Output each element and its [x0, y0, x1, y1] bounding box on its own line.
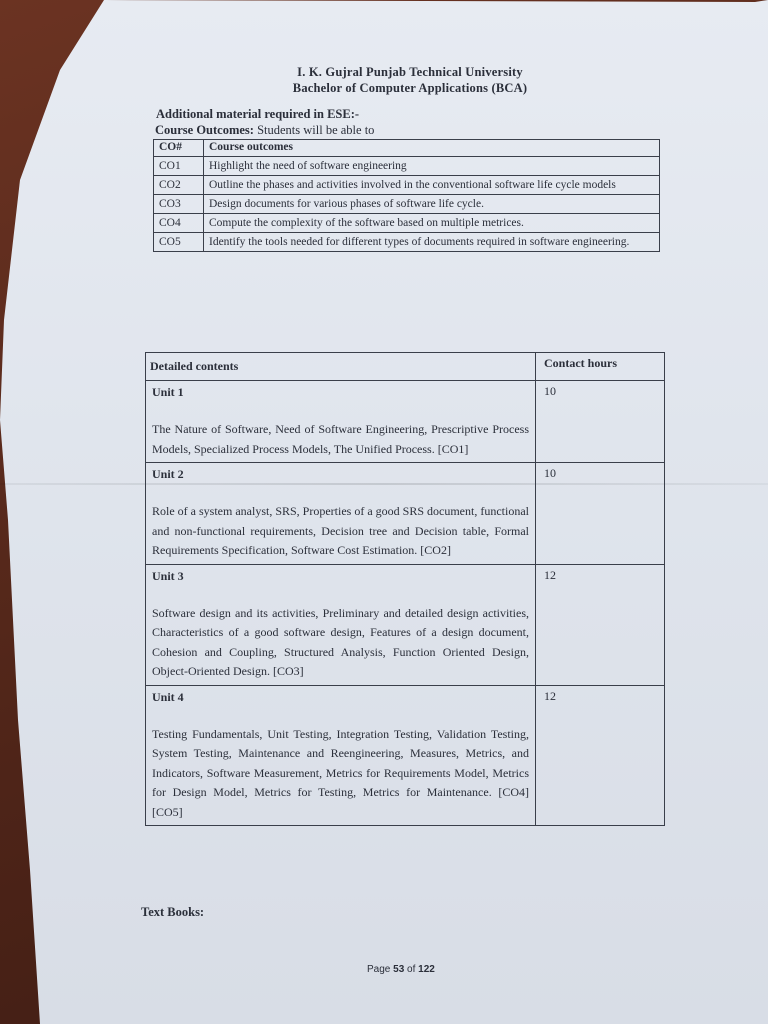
unit-title: Unit 2 — [152, 467, 184, 481]
text-books-heading: Text Books: — [141, 905, 205, 919]
detailed-contents-table — [145, 352, 665, 826]
table-row — [154, 195, 660, 214]
page-prefix: Page — [367, 964, 391, 975]
table-row — [154, 233, 660, 252]
unit-title: Unit 3 — [152, 568, 184, 583]
table-row — [154, 176, 660, 195]
table-row — [146, 685, 665, 826]
unit-cell — [146, 564, 536, 685]
contact-hours-header: Contact hours — [536, 353, 665, 381]
co-code: CO5 — [154, 233, 204, 252]
co-text: Outline the phases and activities involved in the conventional software life cycle models — [204, 176, 660, 195]
additional-material-heading: Additional material required in ESE:- — [156, 107, 360, 121]
unit-hours: 12 — [536, 685, 665, 826]
course-outcomes-heading — [155, 123, 374, 138]
table-row — [146, 381, 665, 463]
course-outcomes-intro: Students will be able to — [257, 123, 375, 137]
co-text-header: Course outcomes — [204, 140, 660, 157]
page-of: of — [407, 964, 416, 975]
unit-cell — [146, 381, 536, 463]
page-number-footer — [367, 964, 435, 975]
co-code: CO2 — [154, 176, 204, 195]
co-code: CO3 — [154, 195, 204, 214]
unit-description: Role of a system analyst, SRS, Properties of a good SRS document, functional and non-functional requirements, Decision tree and Decision table, Formal Requirements Specification, Software Cost Estimation. [CO2] — [152, 504, 529, 557]
co-code: CO1 — [154, 157, 204, 176]
table-header-row — [154, 140, 660, 157]
table-header-row — [146, 353, 665, 381]
co-code-header: CO# — [154, 140, 204, 157]
course-outcomes-table — [153, 139, 660, 252]
unit-title: Unit 4 — [152, 689, 184, 704]
unit-description: The Nature of Software, Need of Software Engineering, Prescriptive Process Models, Specialized Process Models, The Unified Process. [CO1] — [152, 422, 529, 456]
table-row — [146, 463, 665, 565]
table-row — [154, 214, 660, 233]
co-code: CO4 — [154, 214, 204, 233]
unit-hours: 10 — [536, 463, 665, 565]
co-text: Compute the complexity of the software based on multiple metrices. — [204, 214, 660, 233]
unit-description: Software design and its activities, Preliminary and detailed design activities, Characteristics of a good software design, Features of a design document, Cohesion and Coupling, Structured Analysis, Function Oriented Design, Object-Oriented Design. [CO3] — [152, 605, 529, 678]
course-outcomes-label: Course Outcomes: — [155, 123, 254, 137]
table-row — [146, 564, 665, 685]
unit-cell — [146, 463, 536, 565]
co-text: Design documents for various phases of software life cycle. — [204, 195, 660, 214]
page-total: 122 — [418, 964, 435, 975]
program-name: Bachelor of Computer Applications (BCA) — [292, 81, 528, 95]
unit-hours: 10 — [536, 381, 665, 463]
unit-title: Unit 1 — [152, 385, 184, 399]
page-current: 53 — [393, 964, 405, 975]
co-text: Highlight the need of software engineering — [204, 157, 660, 176]
detailed-contents-header: Detailed contents — [146, 353, 536, 381]
unit-cell — [146, 685, 536, 826]
unit-description: Testing Fundamentals, Unit Testing, Integration Testing, Validation Testing, System Testing, Maintenance and Reengineering, Measures, Metrics, and Indicators, Software Measurement, Metrics for Requirements Model, Metrics for Design Model, Metrics for Testing, Metrics for Maintenance. [CO4] [CO5] — [152, 726, 529, 819]
unit-hours: 12 — [536, 564, 665, 685]
co-text: Identify the tools needed for different types of documents required in software engineering. — [204, 233, 660, 252]
table-row — [154, 157, 660, 176]
university-name: I. K. Gujral Punjab Technical University — [297, 65, 523, 79]
